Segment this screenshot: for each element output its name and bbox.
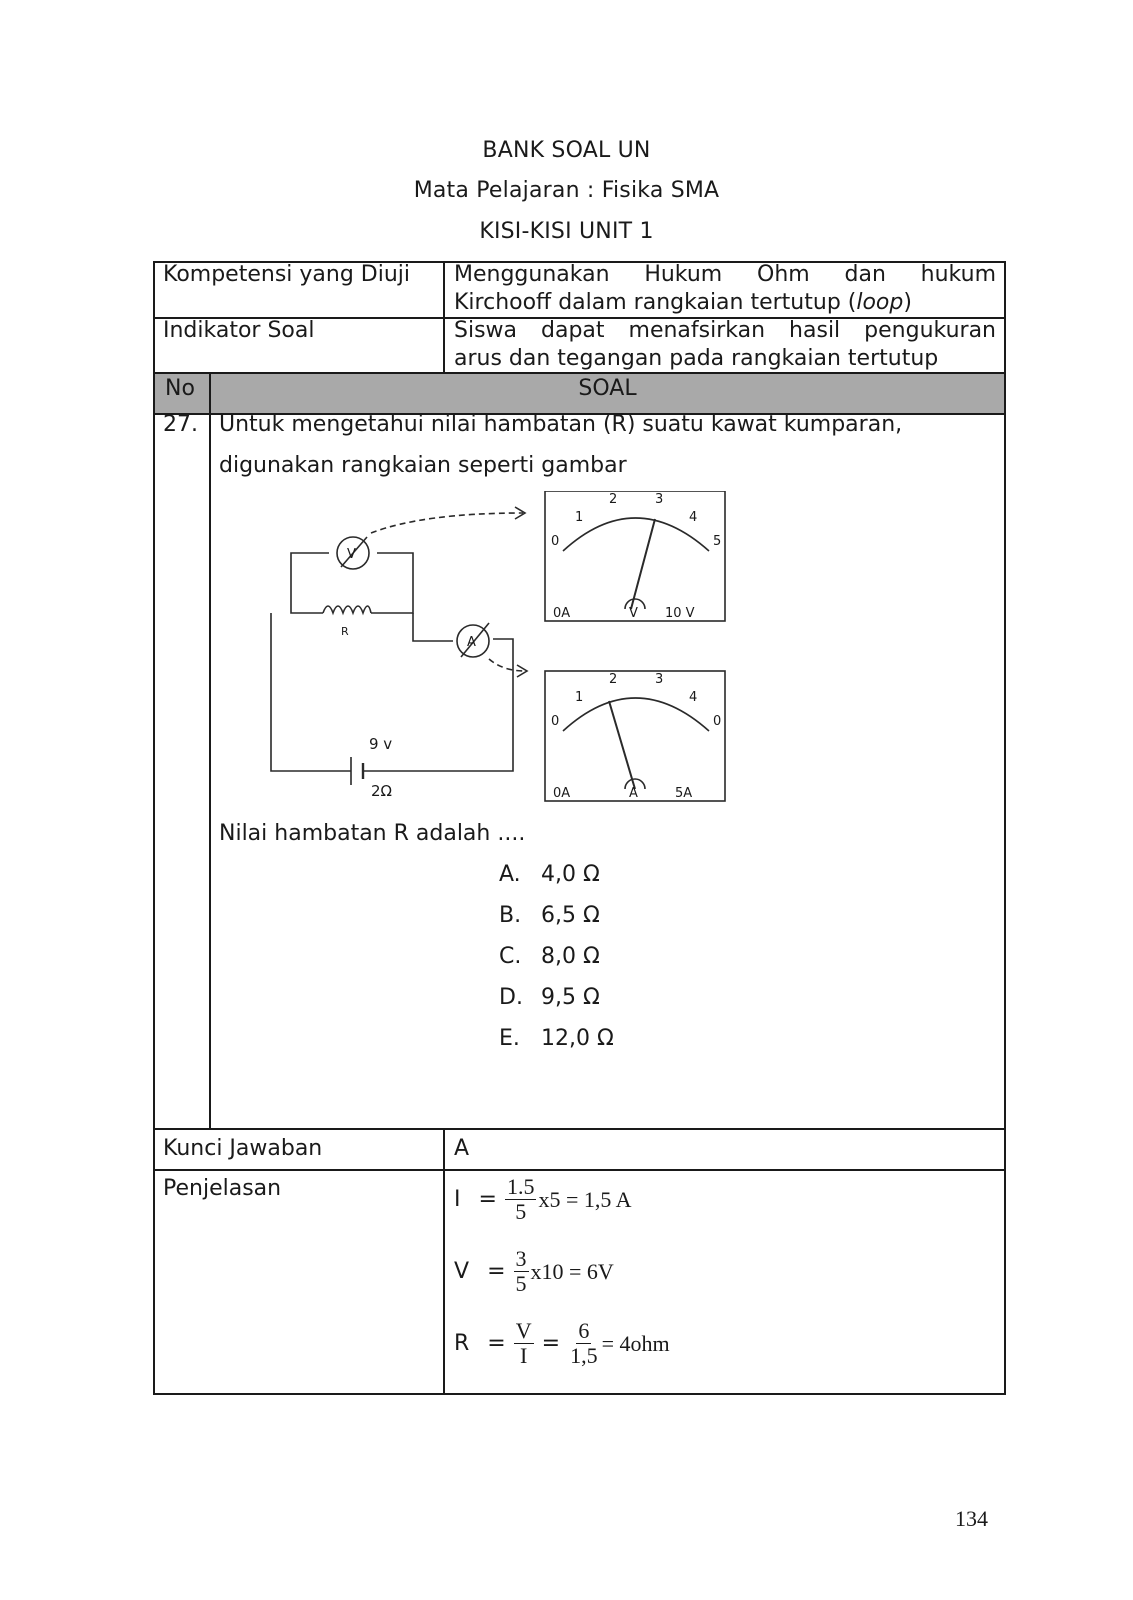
numerator: 3 — [515, 1246, 527, 1271]
formula-current — [454, 1175, 632, 1224]
denominator: 5 — [515, 1271, 527, 1296]
soal-header: SOAL — [578, 376, 637, 401]
voltmeter-gauge-box — [545, 491, 725, 621]
a-tick-label: 3 — [655, 672, 664, 687]
kompetensi-label: Kompetensi yang Diuji — [163, 262, 411, 287]
denominator: I — [520, 1343, 528, 1368]
rule — [153, 1128, 1006, 1130]
denominator: 1,5 — [570, 1343, 598, 1368]
wire — [413, 613, 453, 641]
option-value: 8,0 Ω — [541, 944, 600, 969]
question-number: 27. — [163, 412, 198, 437]
formula-lhs: R — [454, 1331, 470, 1356]
doc-title: BANK SOAL UN — [482, 138, 651, 163]
question-table — [153, 261, 1006, 1395]
kompetensi-line-1: Menggunakan Hukum Ohm dan hukum — [454, 262, 996, 287]
fraction — [514, 1319, 534, 1368]
a-tick-label: 2 — [609, 672, 618, 687]
ammeter-gauge-arc — [563, 698, 709, 731]
indikator-line-2: arus dan tegangan pada rangkaian tertutup — [454, 346, 939, 371]
rule — [153, 1393, 1006, 1395]
a-right-range: 5A — [675, 786, 693, 801]
subject-line: Mata Pelajaran : Fisika SMA — [413, 178, 720, 203]
kunci-value: A — [454, 1136, 470, 1161]
circuit-figure — [263, 491, 903, 821]
option-letter: E. — [499, 1026, 520, 1051]
v-tick-label: 5 — [713, 534, 722, 549]
v-tick-label: 4 — [689, 510, 698, 525]
formula-rest: x5 = 1,5 A — [538, 1186, 632, 1212]
v-left-range: 0A — [553, 606, 571, 621]
formula-rest: x10 = 6V — [530, 1258, 614, 1284]
question-prompt: Nilai hambatan R adalah .... — [219, 821, 526, 846]
a-gauge-symbol: A — [629, 786, 638, 801]
formula-lhs: I — [454, 1187, 461, 1212]
formula-voltage — [454, 1247, 614, 1296]
numerator: V — [515, 1318, 532, 1343]
question-line-1: Untuk mengetahui nilai hambatan (R) suatu kawat kumparan, — [219, 412, 903, 437]
numerator: 1.5 — [506, 1174, 535, 1199]
no-header: No — [165, 376, 195, 401]
option-letter: B. — [499, 903, 522, 928]
battery-internal: 2Ω — [371, 782, 393, 800]
resistor-label: R — [341, 625, 349, 638]
a-tick-label: 0 — [713, 714, 722, 729]
rule — [153, 261, 155, 1395]
denominator: 5 — [515, 1199, 527, 1224]
rule — [153, 1169, 1006, 1171]
fraction — [514, 1247, 529, 1296]
option-letter: C. — [499, 944, 522, 969]
indikator-text — [454, 317, 996, 373]
formula-eq: = — [541, 1331, 561, 1356]
wire — [371, 553, 413, 613]
battery-emf: 9 v — [369, 735, 393, 753]
a-left-range: 0A — [553, 786, 571, 801]
formula-resistance — [454, 1319, 670, 1368]
formula-eq: = — [487, 1331, 506, 1356]
rule — [443, 1128, 445, 1395]
penjelasan-label: Penjelasan — [163, 1176, 282, 1201]
fraction — [505, 1175, 537, 1224]
v-tick-label: 0 — [551, 534, 560, 549]
option-letter: D. — [499, 985, 523, 1010]
formula-rest: = 4ohm — [601, 1330, 670, 1356]
option-letter: A. — [499, 862, 521, 887]
numerator: 6 — [578, 1318, 590, 1343]
kompetensi-text — [454, 261, 996, 317]
formula-eq: = — [487, 1259, 506, 1284]
formula-eq: = — [478, 1187, 497, 1212]
kompetensi-close: ) — [903, 290, 912, 315]
page-number: 134 — [955, 1506, 988, 1531]
v-gauge-symbol: V — [629, 606, 638, 621]
indikator-line-1: Siswa dapat menafsirkan hasil pengukuran — [454, 318, 996, 343]
option-value: 4,0 Ω — [541, 862, 600, 887]
wire — [291, 583, 323, 613]
kompetensi-line-2 — [454, 289, 996, 317]
rule — [443, 261, 445, 372]
ammeter-symbol: A — [467, 635, 476, 650]
option-d[interactable] — [499, 985, 600, 1010]
a-tick-label: 4 — [689, 690, 698, 705]
wire — [271, 613, 351, 771]
option-c[interactable] — [499, 944, 600, 969]
kompetensi-line-2-text: Kirchooff dalam rangkaian tertutup ( — [454, 290, 857, 315]
ammeter-pointer-arrow — [489, 659, 525, 671]
voltmeter-needle — [631, 519, 655, 609]
v-right-range: 10 V — [665, 606, 695, 621]
option-b[interactable] — [499, 903, 600, 928]
voltmeter-symbol: V — [347, 547, 356, 562]
resistor-coil — [323, 606, 371, 613]
option-value: 9,5 Ω — [541, 985, 600, 1010]
option-value: 12,0 Ω — [541, 1026, 614, 1051]
voltmeter-pointer-arrow — [371, 513, 523, 533]
wire — [291, 553, 329, 583]
option-value: 6,5 Ω — [541, 903, 600, 928]
v-tick-label: 1 — [575, 510, 584, 525]
formula-lhs: V — [454, 1259, 470, 1284]
option-e[interactable] — [499, 1026, 614, 1051]
ammeter-needle — [609, 701, 635, 789]
ammeter-gauge-box — [545, 671, 725, 801]
v-tick-label: 2 — [609, 492, 618, 507]
kunci-label: Kunci Jawaban — [163, 1136, 323, 1161]
voltmeter-gauge-arc — [563, 518, 709, 551]
rule — [209, 372, 211, 1128]
a-tick-label: 0 — [551, 714, 560, 729]
fraction — [568, 1319, 600, 1368]
indikator-label: Indikator Soal — [163, 318, 315, 343]
rule — [1004, 261, 1006, 1395]
a-tick-label: 1 — [575, 690, 584, 705]
loop-term: loop — [856, 290, 904, 315]
v-tick-label: 3 — [655, 492, 664, 507]
question-line-2: digunakan rangkaian seperti gambar — [219, 453, 627, 478]
option-a[interactable] — [499, 862, 600, 887]
unit-line: KISI-KISI UNIT 1 — [479, 219, 654, 244]
